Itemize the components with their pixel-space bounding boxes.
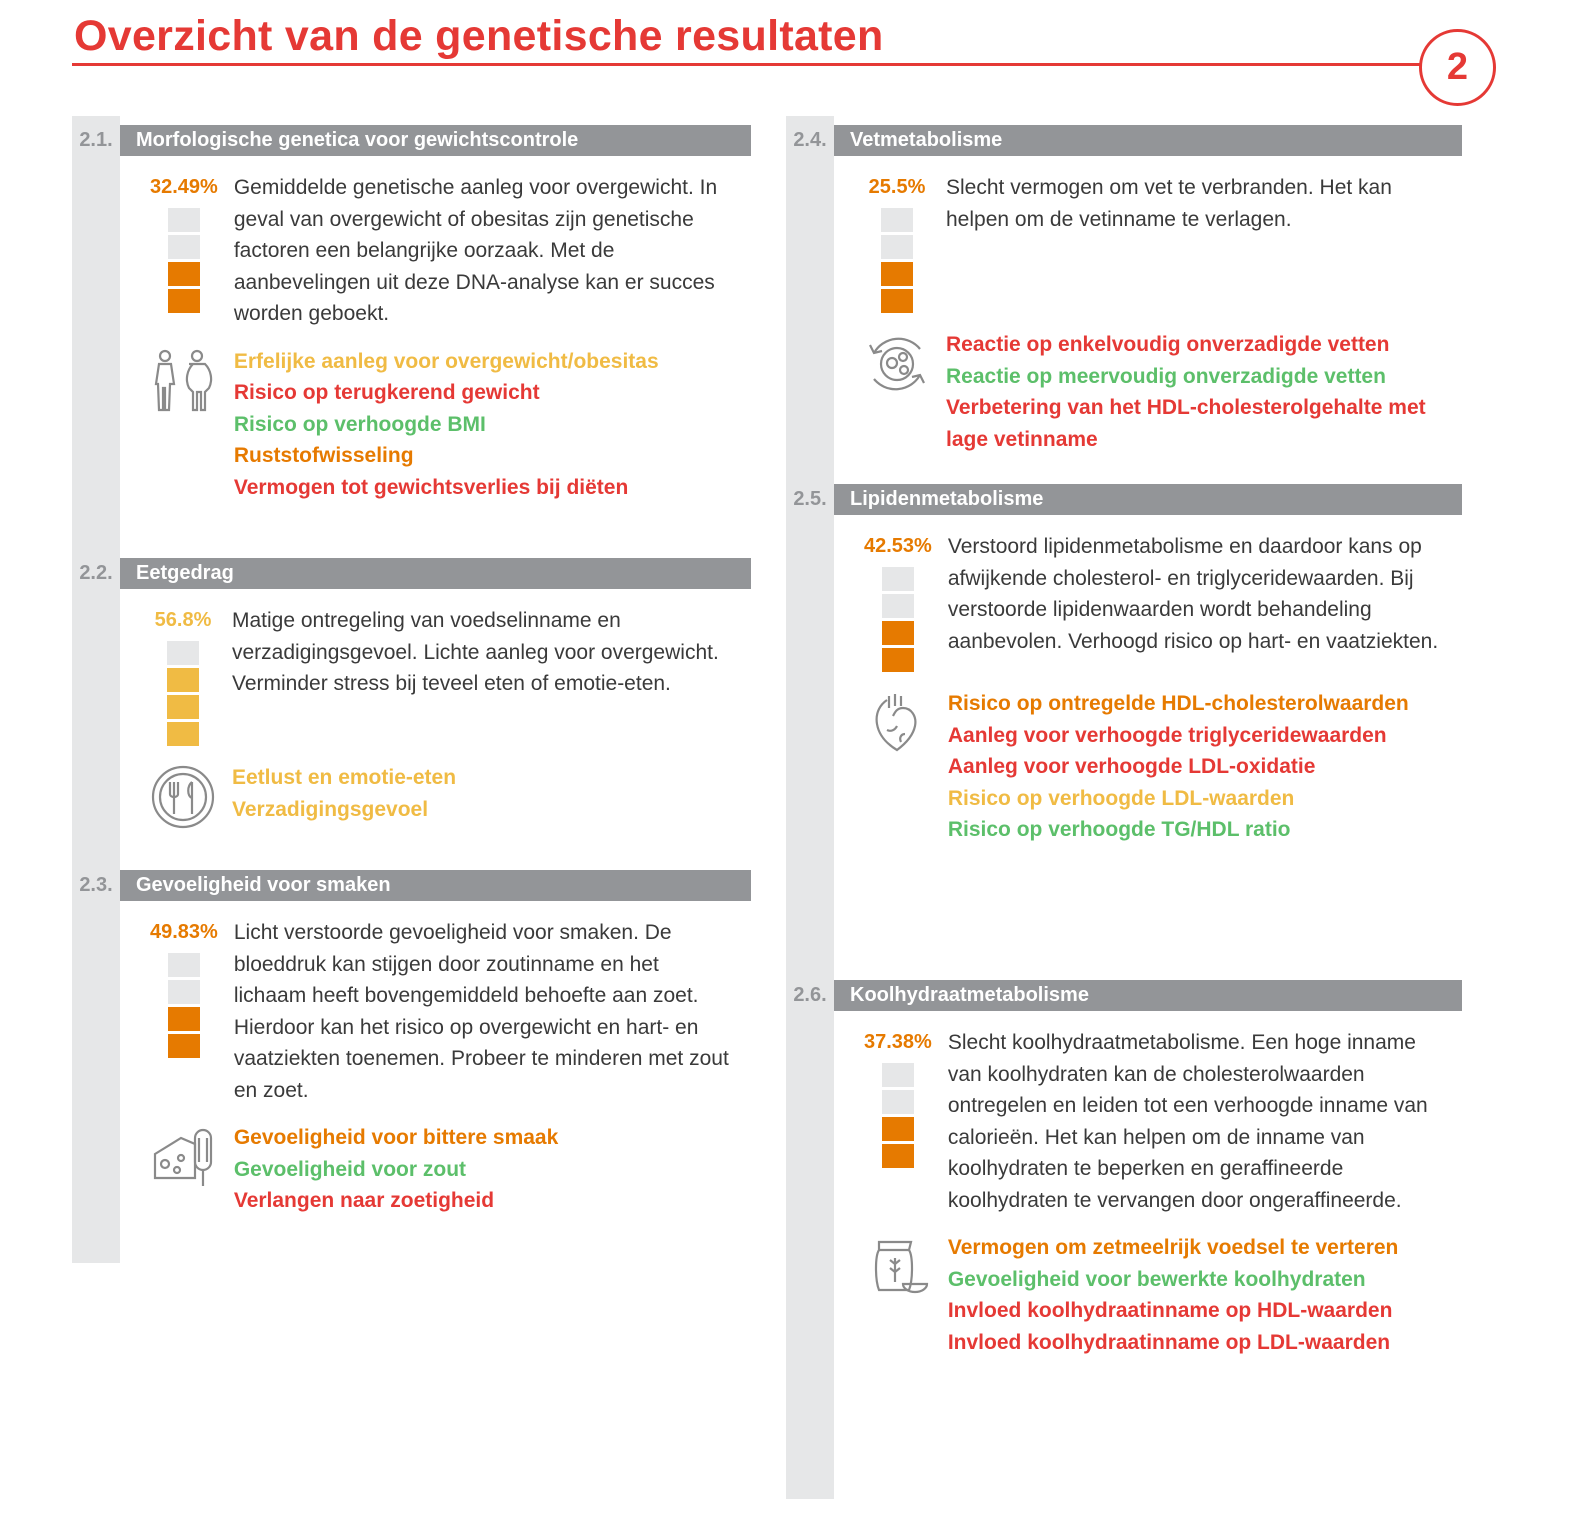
section-header — [72, 870, 751, 901]
section-2-1 — [72, 125, 751, 503]
section-header — [72, 558, 751, 589]
score-bar — [882, 1063, 914, 1168]
score-bar-segment — [168, 289, 200, 313]
section-title: Koolhydraatmetabolisme — [834, 980, 1462, 1011]
section-description: Slecht vermogen om vet te verbranden. Het kan helpen om de vetinname te verlagen. — [946, 176, 1392, 231]
score-bar-segment — [168, 1007, 200, 1031]
grain-bag-icon — [864, 1232, 932, 1358]
fat-cycle-icon — [864, 329, 930, 455]
trait-list — [948, 688, 1442, 846]
score-bar-segment — [167, 695, 199, 719]
section-2-3 — [72, 870, 751, 1217]
title-underline — [72, 63, 1422, 66]
score-bar-segment — [168, 980, 200, 1004]
score-bar-segment — [168, 208, 200, 232]
score-bar — [168, 208, 200, 313]
trait-item: Reactie op meervoudig onverzadigde vetten — [946, 364, 1386, 388]
section-description: Slecht koolhydraatmetabolisme. Een hoge inname van koolhydraten kan de cholesterolwaarden ontregelen en leiden tot een verhoogde inname van calorieën. Het kan helpen om de inname van koolhydraten te beperken en geraffineerde koolhydraten te vervangen door ongeraffineerde. — [947, 1031, 1428, 1212]
score-percent: 32.49% — [150, 176, 218, 198]
trait-item: Risico op ontregelde HDL-cholesterolwaarden — [947, 692, 1409, 715]
trait-item: Gevoeligheid voor bewerkte koolhydraten — [947, 1267, 1366, 1291]
trait-list — [232, 762, 731, 830]
trait-item: Risico op terugkerend gewicht — [233, 381, 540, 404]
score-bar-segment — [881, 235, 913, 259]
section-description: Verstoord lipidenmetabolisme en daardoor kans op afwijkende cholesterol- en triglyceridewaarden. Bij verstoorde lipidenwaarden wordt behandeling aanbevolen. Verhoogd risico op hart- en vaatziekten. — [947, 535, 1439, 653]
score-bar-segment — [882, 1090, 914, 1114]
section-header — [72, 125, 751, 156]
score-bar-segment — [168, 953, 200, 977]
page-title: Overzicht van de genetische resultaten — [74, 12, 884, 60]
section-title: Lipidenmetabolisme — [834, 484, 1462, 515]
trait-item: Risico op verhoogde BMI — [233, 412, 486, 436]
trait-item: Erfelijke aanleg voor overgewicht/obesitas — [233, 349, 659, 373]
score-bar-segment — [882, 1144, 914, 1168]
trait-item: Aanleg voor verhoogde LDL-oxidatie — [947, 755, 1316, 778]
score-bar — [882, 567, 914, 672]
trait-item: Verlangen naar zoetigheid — [233, 1189, 495, 1212]
section-2-6 — [786, 980, 1462, 1358]
score-bar-segment — [882, 1063, 914, 1087]
section-description: Licht verstoorde gevoeligheid voor smaken. De bloeddruk kan stijgen door zoutinname en het lichaam heeft bovengemiddeld behoefte aan zoet. Hierdoor kan het risico op overgewicht en hart- en vaatziekten toenemen. Probeer te minderen met zout en zoet. — [233, 921, 729, 1102]
section-header — [786, 484, 1462, 515]
score-bar-segment — [881, 262, 913, 286]
score-percent: 37.38% — [864, 1031, 932, 1053]
body-shapes-icon — [150, 346, 218, 504]
score-percent: 56.8% — [154, 609, 212, 631]
score-bar-segment — [882, 594, 914, 618]
trait-list — [948, 1232, 1442, 1358]
section-number: 2.3. — [79, 874, 113, 896]
section-number: 2.2. — [79, 562, 113, 584]
section-2-5 — [786, 484, 1462, 846]
trait-item: Eetlust en emotie-eten — [232, 766, 457, 789]
section-2-4 — [786, 125, 1462, 455]
trait-item: Gevoeligheid voor bittere smaak — [233, 1126, 559, 1149]
section-header — [786, 125, 1462, 156]
score-bar-segment — [882, 621, 914, 645]
trait-item: Reactie op enkelvoudig onverzadigde vetten — [946, 333, 1390, 356]
score-bar-segment — [881, 289, 913, 313]
cheese-icecream-icon — [150, 1122, 218, 1217]
score-bar-segment — [882, 567, 914, 591]
score-percent: 42.53% — [864, 535, 932, 557]
trait-item: Risico op verhoogde LDL-waarden — [947, 786, 1295, 810]
trait-item: Risico op verhoogde TG/HDL ratio — [947, 818, 1291, 841]
trait-item: Invloed koolhydraatinname op LDL-waarden — [947, 1330, 1391, 1354]
score-bar-segment — [882, 1117, 914, 1141]
trait-item: Ruststofwisseling — [233, 444, 414, 467]
score-bar-segment — [168, 1034, 200, 1058]
score-bar-segment — [167, 722, 199, 746]
score-bar-segment — [167, 641, 199, 665]
trait-list — [234, 346, 731, 504]
section-number: 2.6. — [793, 984, 827, 1006]
section-header — [786, 980, 1462, 1011]
score-bar — [167, 641, 199, 746]
trait-item: Verzadigingsgevoel — [232, 797, 429, 821]
trait-item: Vermogen tot gewichtsverlies bij diëten — [233, 475, 629, 499]
trait-item: Aanleg voor verhoogde triglyceridewaarden — [947, 723, 1387, 747]
score-percent: 49.83% — [150, 921, 218, 943]
score-bar-segment — [882, 648, 914, 672]
trait-item: Verbetering van het HDL-cholesterolgehalte met lage vetinname — [946, 396, 1426, 451]
section-2-2 — [72, 558, 751, 830]
trait-list — [946, 329, 1442, 455]
score-bar — [881, 208, 913, 313]
trait-item: Invloed koolhydraatinname op HDL-waarden — [947, 1299, 1393, 1322]
score-bar-segment — [168, 262, 200, 286]
section-number: 2.5. — [793, 488, 827, 510]
score-percent: 25.5% — [868, 176, 926, 198]
trait-item: Vermogen om zetmeelrijk voedsel te verteren — [947, 1236, 1399, 1259]
score-bar-segment — [881, 208, 913, 232]
score-bar-segment — [168, 235, 200, 259]
trait-item: Gevoeligheid voor zout — [233, 1157, 467, 1181]
section-number: 2.1. — [79, 129, 113, 151]
section-title: Eetgedrag — [120, 558, 751, 589]
page-number-badge: 2 — [1419, 29, 1496, 106]
section-title: Gevoeligheid voor smaken — [120, 870, 751, 901]
trait-list — [234, 1122, 731, 1217]
score-bar — [168, 953, 200, 1058]
score-bar-segment — [167, 668, 199, 692]
heart-icon — [864, 688, 932, 846]
section-description: Matige ontregeling van voedselinname en verzadigingsgevoel. Lichte aanleg voor overgewicht. Verminder stress bij teveel eten of emotie-eten. — [232, 609, 719, 695]
section-title: Morfologische genetica voor gewichtscontrole — [120, 125, 751, 156]
section-number: 2.4. — [793, 129, 827, 151]
section-description: Gemiddelde genetische aanleg voor overgewicht. In geval van overgewicht of obesitas zijn genetische factoren een belangrijke oorzaak. Met de aanbevelingen uit deze DNA-analyse kan er succes worden geboekt. — [233, 176, 718, 325]
section-title: Vetmetabolisme — [834, 125, 1462, 156]
plate-cutlery-icon — [150, 762, 216, 830]
